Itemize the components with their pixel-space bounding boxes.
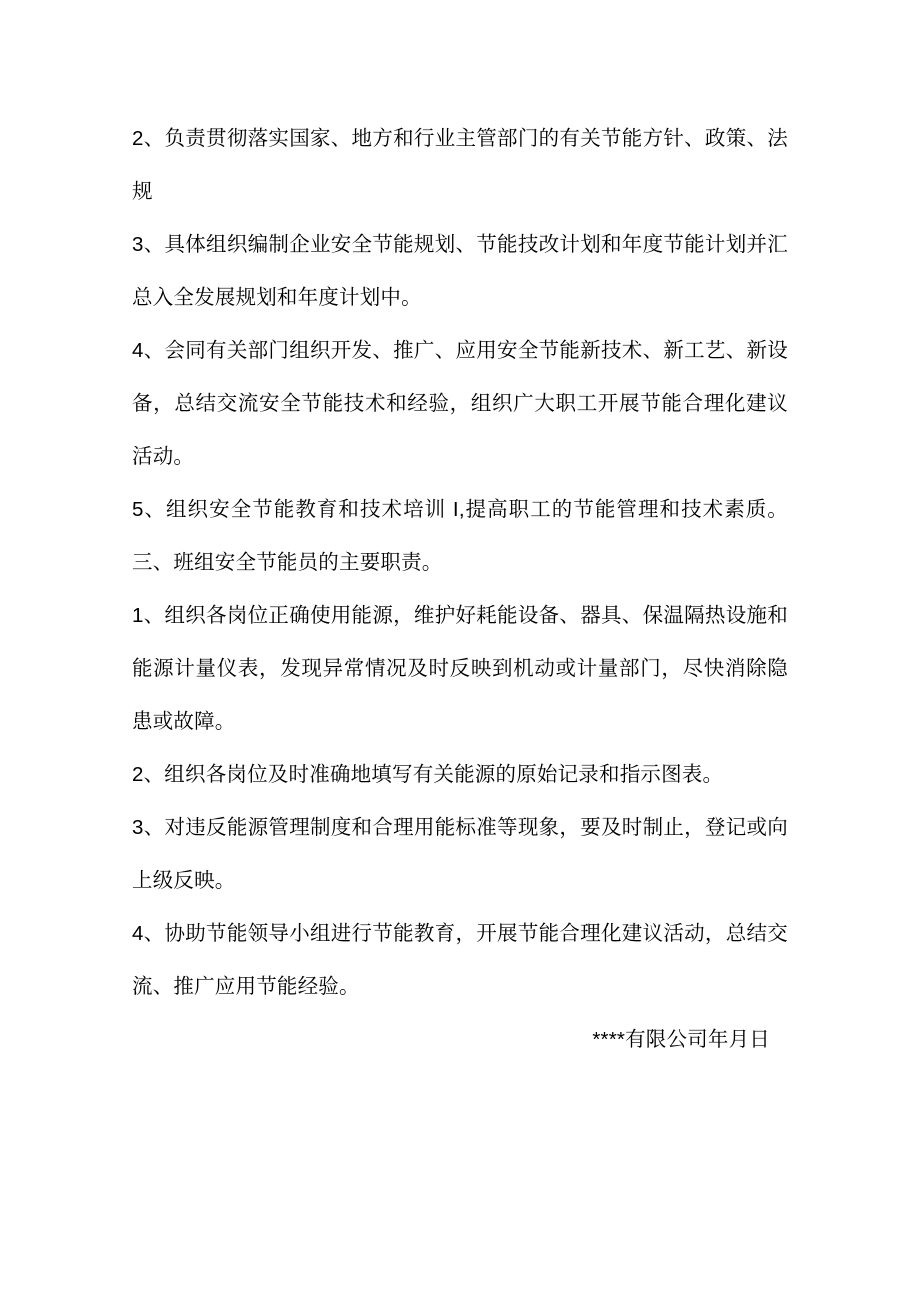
paragraph: 4、会同有关部门组织开发、推广、应用安全节能新技术、新工艺、新设备，总结交流安全节能技术和经验，组织广大职工开展节能合理化建议活动。 [132,339,788,468]
document-body [132,112,788,1066]
paragraph: 4、协助节能领导小组进行节能教育，开展节能合理化建议活动，总结交流、推广应用节能经验。 [132,922,788,998]
paragraph: 1、组织各岗位正确使用能源，维护好耗能设备、器具、保温隔热设施和能源计量仪表，发现异常情况及时反映到机动或计量部门，尽快消除隐患或故障。 [132,604,788,733]
paragraph: 2、组织各岗位及时准确地填写有关能源的原始记录和指示图表。 [132,763,724,786]
paragraph: 5、组织安全节能教育和技术培训 I,提高职工的节能管理和技术素质。三、班组安全节能员的主要职责。 [132,498,788,574]
document-signature: ****有限公司年月日 [592,1028,770,1051]
paragraph: 2、负责贯彻落实国家、地方和行业主管部门的有关节能方针、政策、法规 [132,127,788,203]
paragraph: 3、具体组织编制企业安全节能规划、节能技改计划和年度节能计划并汇总入全发展规划和年度计划中。 [132,233,788,309]
paragraph: 3、对违反能源管理制度和合理用能标准等现象，要及时制止，登记或向上级反映。 [132,816,788,892]
